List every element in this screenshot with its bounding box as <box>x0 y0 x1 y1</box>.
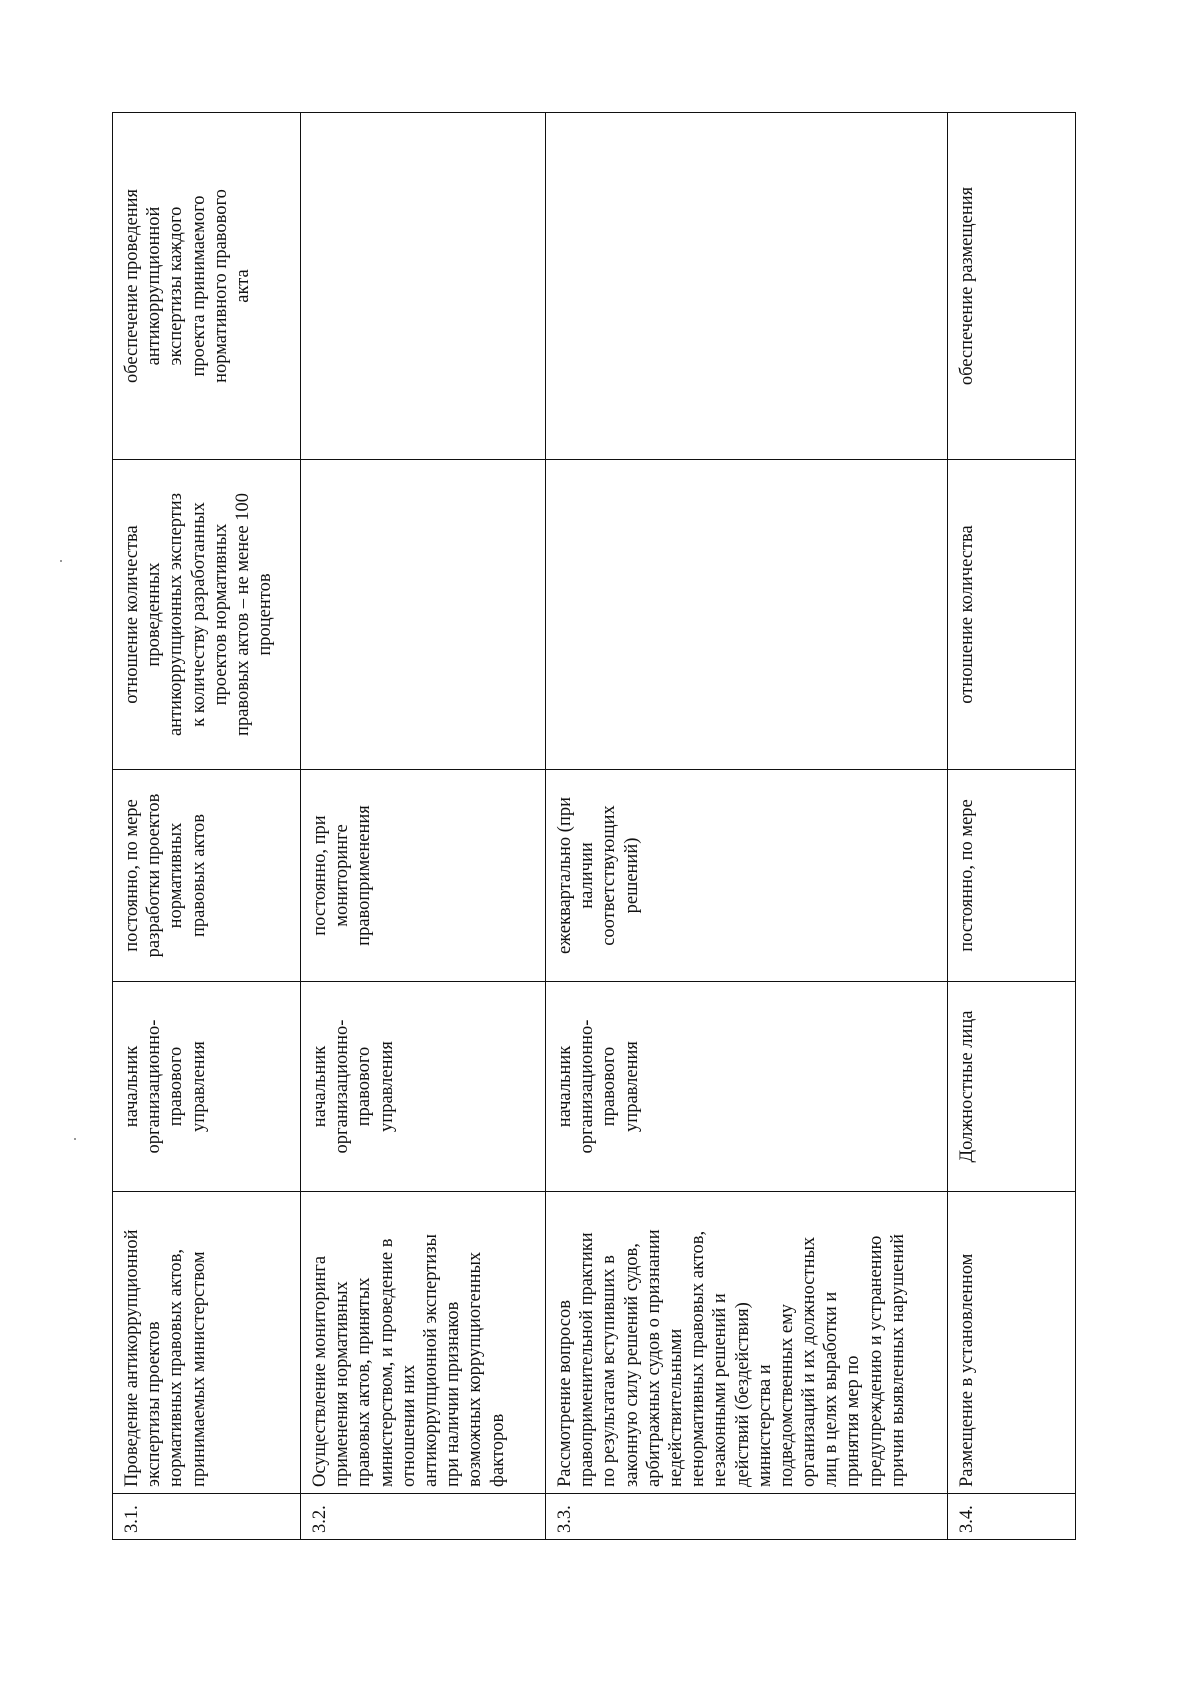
term-cell <box>301 770 546 982</box>
result-cell-line: проекта принимаемого <box>188 195 209 377</box>
term-cell-line: правоприменения <box>354 805 375 946</box>
action-cell-line: принимаемых министерством <box>188 1251 209 1487</box>
anti-corruption-plan-table <box>112 112 1076 1540</box>
responsible-cell <box>301 982 546 1192</box>
term-cell-line: соответствующих <box>599 805 620 946</box>
action-cell <box>546 1192 948 1494</box>
rotated-table-canvas <box>112 113 1075 1540</box>
result-cell-line: обеспечение проведения <box>122 188 142 384</box>
table-row <box>546 113 948 1540</box>
indicator-cell <box>546 460 948 770</box>
action-cell <box>301 1192 546 1494</box>
indicator-cell <box>301 460 546 770</box>
rotated-table-wrapper <box>112 113 1075 1540</box>
table-row <box>301 113 546 1540</box>
indicator-cell-line: правовых актов – не менее 100 <box>232 493 253 736</box>
row-number <box>113 1494 301 1540</box>
action-cell-line: незаконными решений и <box>710 1293 731 1487</box>
term-cell-line: ежеквартально (при <box>555 797 575 954</box>
table-row <box>113 113 301 1540</box>
term-cell-line: постоянно, по мере <box>957 799 977 952</box>
result-cell-line: нормативного правового <box>210 189 231 383</box>
indicator-cell-line: проектов нормативных <box>210 523 231 706</box>
responsible-cell-line: правового <box>599 1046 620 1127</box>
result-cell-line: антикоррупционной <box>144 206 165 366</box>
indicator-cell-line: проведенных <box>144 562 165 667</box>
action-cell-line: министерством, и проведение в <box>376 1238 397 1487</box>
result-cell <box>113 113 301 460</box>
action-cell-line: арбитражных судов о признании <box>643 1229 664 1487</box>
result-cell-line: экспертизы каждого <box>166 206 187 366</box>
row-number-text: 3.1. <box>122 1505 142 1533</box>
responsible-cell <box>546 982 948 1192</box>
indicator-cell-line: к количеству разработанных <box>188 502 209 727</box>
action-cell-line: факторов <box>487 1413 508 1487</box>
indicator-cell-line: отношение количества <box>122 525 142 704</box>
action-cell-line: министерства и <box>754 1364 775 1487</box>
row-number <box>948 1494 1076 1540</box>
action-cell-line: отношении них <box>398 1364 419 1487</box>
responsible-cell <box>948 982 1076 1192</box>
indicator-cell-line: процентов <box>255 573 276 656</box>
action-cell <box>113 1192 301 1494</box>
responsible-cell-line: правового <box>166 1046 187 1127</box>
responsible-cell-line: начальник <box>310 1045 330 1128</box>
scan-speck <box>60 560 62 562</box>
action-cell-line: подведомственных ему <box>776 1303 797 1487</box>
action-cell-line: Осуществление мониторинга <box>310 1255 330 1487</box>
action-cell-line: предупреждению и устранению <box>865 1235 886 1487</box>
term-cell-line: наличии <box>577 842 598 909</box>
action-cell-line: экспертизы проектов <box>144 1321 165 1487</box>
result-cell-line: обеспечение размещения <box>957 186 977 386</box>
term-cell-line: нормативных <box>166 822 187 929</box>
term-cell-line: постоянно, по мере <box>122 799 142 952</box>
action-cell-line: применения нормативных <box>332 1281 353 1487</box>
responsible-cell-line: Должностные лица <box>957 1010 977 1163</box>
action-cell-line: при наличии признаков <box>443 1301 464 1487</box>
term-cell <box>113 770 301 982</box>
action-cell-line: недействительными <box>665 1328 686 1487</box>
responsible-cell-line: начальник <box>555 1045 575 1128</box>
result-cell-line: акта <box>232 269 253 303</box>
term-cell <box>948 770 1076 982</box>
action-cell-line: принятия мер по <box>843 1355 864 1487</box>
row-number <box>301 1494 546 1540</box>
row-number-text: 3.3. <box>555 1505 575 1533</box>
responsible-cell-line: управления <box>188 1041 209 1132</box>
action-cell-line: правовых актов, принятых <box>354 1277 375 1487</box>
result-cell <box>948 113 1076 460</box>
table-row <box>948 113 1076 1540</box>
responsible-cell-line: управления <box>621 1041 642 1132</box>
action-cell-line: законную силу решений судов, <box>621 1243 642 1487</box>
responsible-cell-line: начальник <box>122 1045 142 1128</box>
term-cell-line: разработки проектов <box>144 793 165 958</box>
row-number-text: 3.2. <box>310 1505 330 1533</box>
result-cell <box>546 113 948 460</box>
action-cell-line: нормативных правовых актов, <box>166 1248 187 1487</box>
responsible-cell-line: правового <box>354 1046 375 1127</box>
action-cell-line: Рассмотрение вопросов <box>555 1300 575 1487</box>
action-cell-line: Размещение в установленном <box>957 1253 977 1487</box>
action-cell-line: организаций и их должностных <box>799 1236 820 1487</box>
action-cell-line: Проведение антикоррупционной <box>122 1229 142 1487</box>
indicator-cell <box>113 460 301 770</box>
action-cell-line: ненормативных правовых актов, <box>688 1230 709 1487</box>
indicator-cell-line: отношение количества <box>957 525 977 704</box>
action-cell-line: лиц в целях выработки и <box>821 1291 842 1487</box>
responsible-cell-line: организационно- <box>332 1019 353 1154</box>
responsible-cell-line: организационно- <box>577 1019 598 1154</box>
result-cell <box>301 113 546 460</box>
indicator-cell-line: антикоррупционных экспертиз <box>166 492 187 737</box>
term-cell-line: мониторинге <box>332 824 353 927</box>
action-cell <box>948 1192 1076 1494</box>
action-cell-line: по результатам вступивших в <box>599 1255 620 1487</box>
term-cell <box>546 770 948 982</box>
responsible-cell-line: организационно- <box>144 1019 165 1154</box>
term-cell-line: постоянно, при <box>310 815 330 936</box>
scan-speck <box>74 1138 76 1140</box>
responsible-cell <box>113 982 301 1192</box>
row-number <box>546 1494 948 1540</box>
action-cell-line: антикоррупционной экспертизы <box>420 1234 441 1487</box>
term-cell-line: решений) <box>621 837 642 914</box>
indicator-cell <box>948 460 1076 770</box>
action-cell-line: возможных коррупциогенных <box>465 1251 486 1487</box>
action-cell-line: причин выявленных нарушений <box>887 1233 908 1487</box>
term-cell-line: правовых актов <box>188 813 209 938</box>
action-cell-line: правоприменительной практики <box>577 1232 598 1487</box>
action-cell-line: действий (бездействия) <box>732 1302 753 1487</box>
responsible-cell-line: управления <box>376 1041 397 1132</box>
row-number-text: 3.4. <box>957 1505 977 1533</box>
